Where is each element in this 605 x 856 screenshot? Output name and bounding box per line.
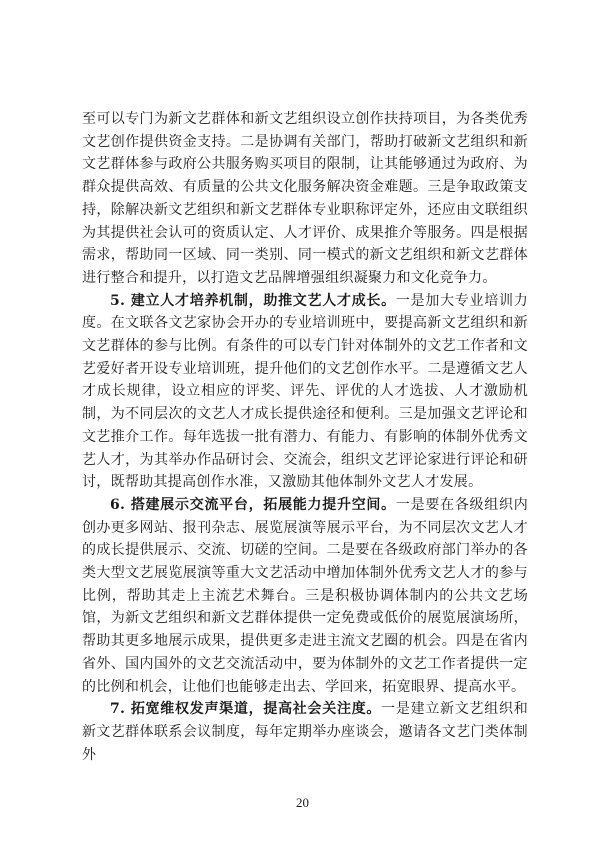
paragraph-text: 一是建立新文艺组织和新文艺群体联系会议制度，每年定期举办座谈会，邀请各文艺门类体制外 (82, 701, 528, 763)
paragraph-continuation (82, 108, 528, 290)
page-number: 20 (296, 795, 309, 810)
paragraph-lead: 7. 拓宽维权发声渠道，提高社会关注度。 (110, 701, 382, 718)
paragraph-lead: 6. 搭建展示交流平台，拓展能力提升空间。 (110, 496, 396, 513)
paragraph-lead: 5. 建立人才培养机制，助推文艺人才成长。 (110, 292, 396, 309)
paragraph-rights-channels (82, 698, 528, 766)
paragraph-talent-cultivation (82, 290, 528, 494)
paragraph-text: 至可以专门为新文艺群体和新文艺组织设立创作扶持项目，为各类优秀文艺创作提供资金支持。二是协调有关部门，帮助打破新文艺组织和新文艺群体参与政府公共服务购买项目的限制，让其能够通过为政府、为群众提供高效、有质量的公共文化服务解决资金难题。三是争取政策支持，除解决新文艺组织和新文艺群体专业职称评定外，还应由文联组织为其提供社会认可的资质认定、人才评价、成果推介等服务。四是根据需求，帮助同一区域、同一类别、同一模式的新文艺组织和新文艺群体进行整合和提升，以打造文艺品牌增强组织凝聚力和文化竞争力。 (82, 111, 528, 286)
paragraph-text: 一是要在各级组织内创办更多网站、报刊杂志、展览展演等展示平台，为不同层次文艺人才的成长提供展示、交流、切磋的空间。二是要在各级政府部门举办的各类大型文艺展览展演等重大文艺活动中增加体制外优秀文艺人才的参与比例，帮助其走上主流艺术舞台。三是积极协调体制内的公共文艺场馆，为新文艺组织和新文艺群体提供一定免费或低价的展览展演场所，帮助其更多地展示成果，提供更多走进主流文艺圈的机会。四是在省内省外、国内国外的文艺交流活动中，要为体制外的文艺工作者提供一定的比例和机会，让他们也能够走出去、学回来，拓宽眼界、提高水平。 (82, 496, 528, 695)
body-text (82, 108, 528, 766)
paragraph-text: 一是加大专业培训力度。在文联各文艺家协会开办的专业培训班中，要提高新文艺组织和新文艺群体的参与比例。有条件的可以专门针对体制外的文艺工作者和文艺爱好者开设专业培训班，提升他们的文艺创作水平。二是遵循文艺人才成长规律，设立相应的评奖、评先、评优的人才选拔、人才激励机制，为不同层次的文艺人才成长提供途径和便利。三是加强文艺评论和文艺推介工作。每年选拔一批有潜力、有能力、有影响的体制外优秀文艺人才，为其举办作品研讨会、交流会，组织文艺评论家进行评论和研讨，既帮助其提高创作水准，又激励其他体制外文艺人才发展。 (82, 292, 528, 491)
paragraph-exhibition-platform (82, 494, 528, 698)
